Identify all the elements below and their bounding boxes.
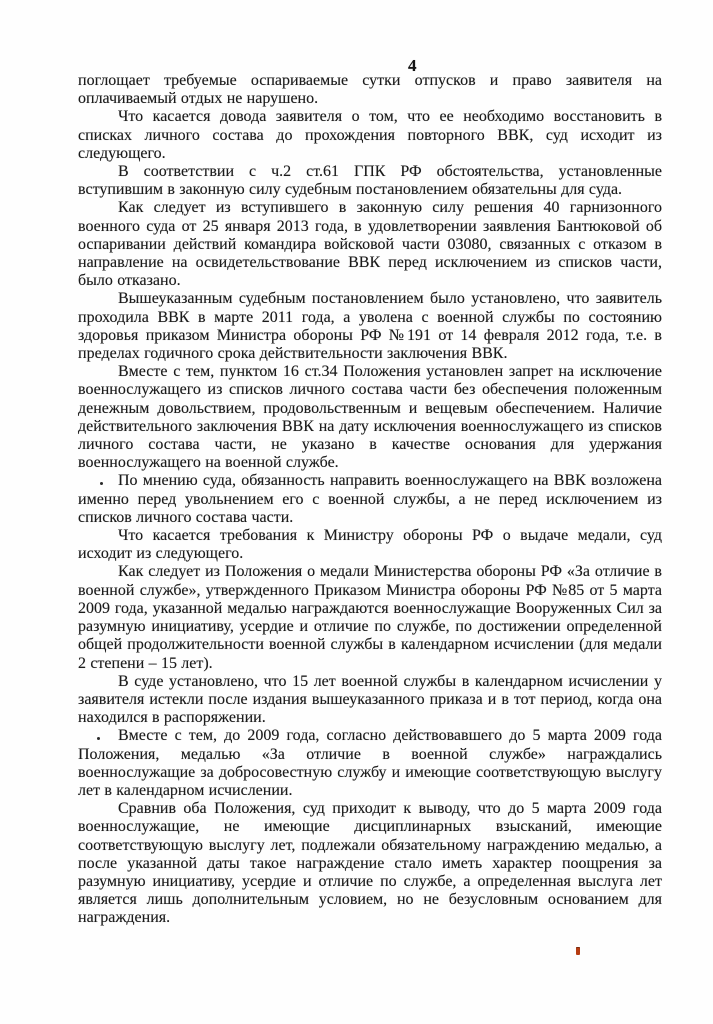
paragraph: В соответствии с ч.2 ст.61 ГПК РФ обстоятельства, установленные вступившим в законную силу судебным постановлением обязательны для суда.: [78, 163, 662, 199]
paragraph: Как следует из вступившего в законную силу решения 40 гарнизонного военного суда от 25 января 2013 года, в удовлетворении заявления Бантюковой об оспаривании действий командира войсковой части 03080, связанных с отказом в направление на освидетельствование ВВК перед исключением из списков части, было отказано.: [78, 199, 662, 290]
paragraph-carryover: поглощает требуемые оспариваемые сутки отпусков и право заявителя на оплачиваемый отдых не нарушено.: [78, 72, 662, 108]
paragraph: Вместе с тем, до 2009 года, согласно действовавшего до 5 марта 2009 года Положения, медалью «За отличие в военной службе» награждались военнослужащие за добросовестную службу и имеющие соответствующую выслугу лет в календарном исчислении.: [78, 727, 662, 799]
ink-dot-artifact: [97, 737, 100, 740]
paragraph: Что касается требования к Министру обороны РФ о выдаче медали, суд исходит из следующего.: [78, 527, 662, 563]
paragraph: Вместе с тем, пунктом 16 ст.34 Положения установлен запрет на исключение военнослужащего из списков личного состава части без обеспечения положенным денежным довольствием, продовольственным и вещевым обеспечением. Наличие действительного заключения ВВК на дату исключения военнослужащего из списков личного состава части, не указано в качестве основания для удержания военнослужащего на военной службе.: [78, 363, 662, 472]
paragraph: Что касается довода заявителя о том, что ее необходимо восстановить в списках личного состава до прохождения повторного ВВК, суд исходит из следующего.: [78, 108, 662, 162]
paragraph: Вышеуказанным судебным постановлением было установлено, что заявитель проходила ВВК в марте 2011 года, а уволена с военной службы по состоянию здоровья приказом Министра обороны РФ №191 от 14 февраля 2012 года, т.е. в пределах годичного срока действительности заключения ВВК.: [78, 290, 662, 363]
red-speck-artifact: [576, 947, 580, 955]
paragraph: По мнению суда, обязанность направить военнослужащего на ВВК возложена именно перед увольнением его с военной службы, а не перед исключением из списков личного состава части.: [78, 472, 662, 526]
paragraph: Как следует из Положения о медали Министерства обороны РФ «За отличие в военной службе», утвержденного Приказом Министра обороны РФ №85 от 5 марта 2009 года, указанной медалью награждаются военнослужащие Вооруженных Сил за разумную инициативу, усердие и отличие по службе, по достижении определенной общей продолжительности военной службы в календарном исчислении (для медали 2 степени – 15 лет).: [78, 563, 662, 672]
paragraph: В суде установлено, что 15 лет военной службы в календарном исчислении у заявителя истекли после издания вышеуказанного приказа и в тот период, когда она находился в распоряжении.: [78, 672, 662, 727]
ink-dot-artifact: [100, 482, 103, 485]
paragraph: Сравнив оба Положения, суд приходит к выводу, что до 5 марта 2009 года военнослужащие, не имеющие дисциплинарных взысканий, имеющие соответствующую выслугу лет, подлежали обязательному награждению медалью, а после указанной даты такое награждение стало иметь характер поощрения за разумную инициативу, усердие и отличие по службе, а определенная выслуга лет является лишь дополнительным условием, но не безусловным основанием для награждения.: [78, 800, 662, 927]
document-body: [78, 72, 662, 928]
page-number: 4: [408, 56, 417, 75]
